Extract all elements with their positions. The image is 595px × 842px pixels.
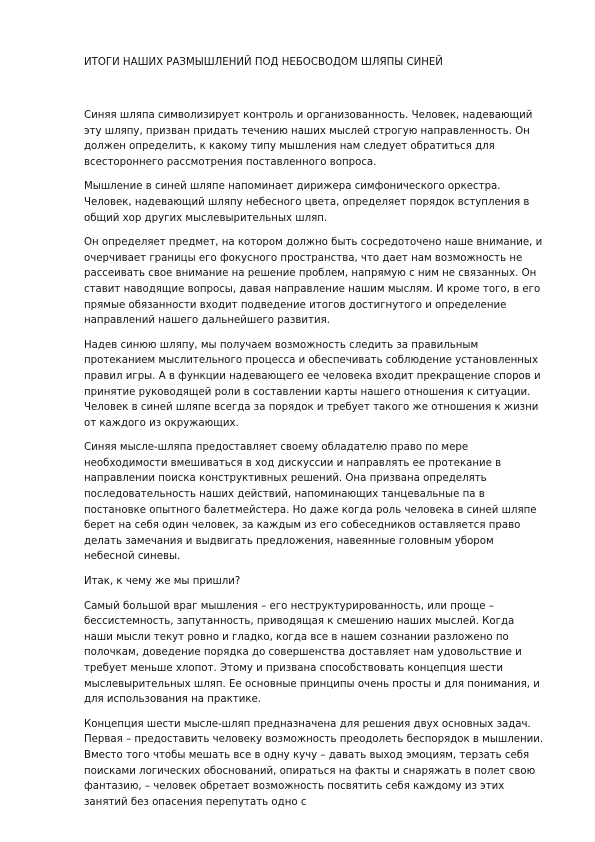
paragraph: Надев синюю шляпу, мы получаем возможность следить за правильным протеканием мыслительного процесса и обеспечивать соблюдение установленных правил игры. А в функции надевающего ее человека входит прекращение споров и принятие руководящей роли в составлении карты нашего отношения к ситуации. Человек в синей шляпе всегда за порядок и требует такого же отношения к жизни от каждого из окружающих. <box>84 339 541 429</box>
paragraph: Синяя мысле-шляпа предоставляет своему обладателю право по мере необходимости вмешиваться в ход дискуссии и направлять ее протекание в направлении поиска конструктивных решений. Она призвана определять последовательность наших действий, напоминающих танцевальные па в постановке опытного балетмейстера. Но даже когда роль человека в синей шляпе берет на себя один человек, за каждым из его собеседников оставляется право делать замечания и выдвигать предложения, навеянные головным убором небесной синевы. <box>84 442 537 563</box>
paragraph: Концепция шести мысле-шляп предназначена для решения двух основных задач. Первая – предоставить человеку возможность преодолеть беспорядок в мышлении. Вместо того чтобы мешать все в одну кучу – давать выход эмоциям, терзать себя поисками логических обоснований, опираться на факты и снаряжать в полет свою фантазию, – человек обретает возможность посвятить себя каждому из этих занятий без опасения перепутать одно с <box>84 718 544 808</box>
paragraph: Он определяет предмет, на котором должно быть сосредоточено наше внимание, и очерчивает границы его фокусного пространства, что дает нам возможность не рассеивать свое внимание на решение проблем, напрямую с ним не связанных. Он ставит наводящие вопросы, давая направление нашим мыслям. И кроме того, в его прямые обязанности входит подведение итогов достигнутого и определение направлений нашего дальнейшего развития. <box>84 237 543 327</box>
document-body <box>84 108 546 819</box>
paragraph: Самый большой враг мышления – его неструктурированность, или проще – бессистемность, запутанность, приводящая к смешению наших мыслей. Когда наши мысли текут ровно и гладко, когда все в нашем сознании разложено по полочкам, доведение порядка до совершенства доставляет нам удовольствие и требует меньше хлопот. Этому и призвана способствовать концепция шести мыслевырительных шляп. Ее основные принципы очень просты и для понимания, и для использования на практике. <box>84 600 540 706</box>
paragraph: Синяя шляпа символизирует контроль и организованность. Человек, надевающий эту шляпу, призван придать течению наших мыслей строгую направленность. Он должен определить, к какому типу мышления нам следует обратиться для всестороннего рассмотрения поставленного вопроса. <box>84 110 533 168</box>
paragraph: Мышление в синей шляпе напоминает дирижера симфонического оркестра. Человек, надевающий шляпу небесного цвета, определяет порядок вступления в общий хор других мыслевырительных шляп. <box>84 181 530 224</box>
paragraph-question: Итак, к чему же мы пришли? <box>84 576 241 588</box>
document-title: ИТОГИ НАШИХ РАЗМЫШЛЕНИЙ ПОД НЕБОСВОДОМ ШЛЯПЫ СИНЕЙ <box>84 57 443 68</box>
